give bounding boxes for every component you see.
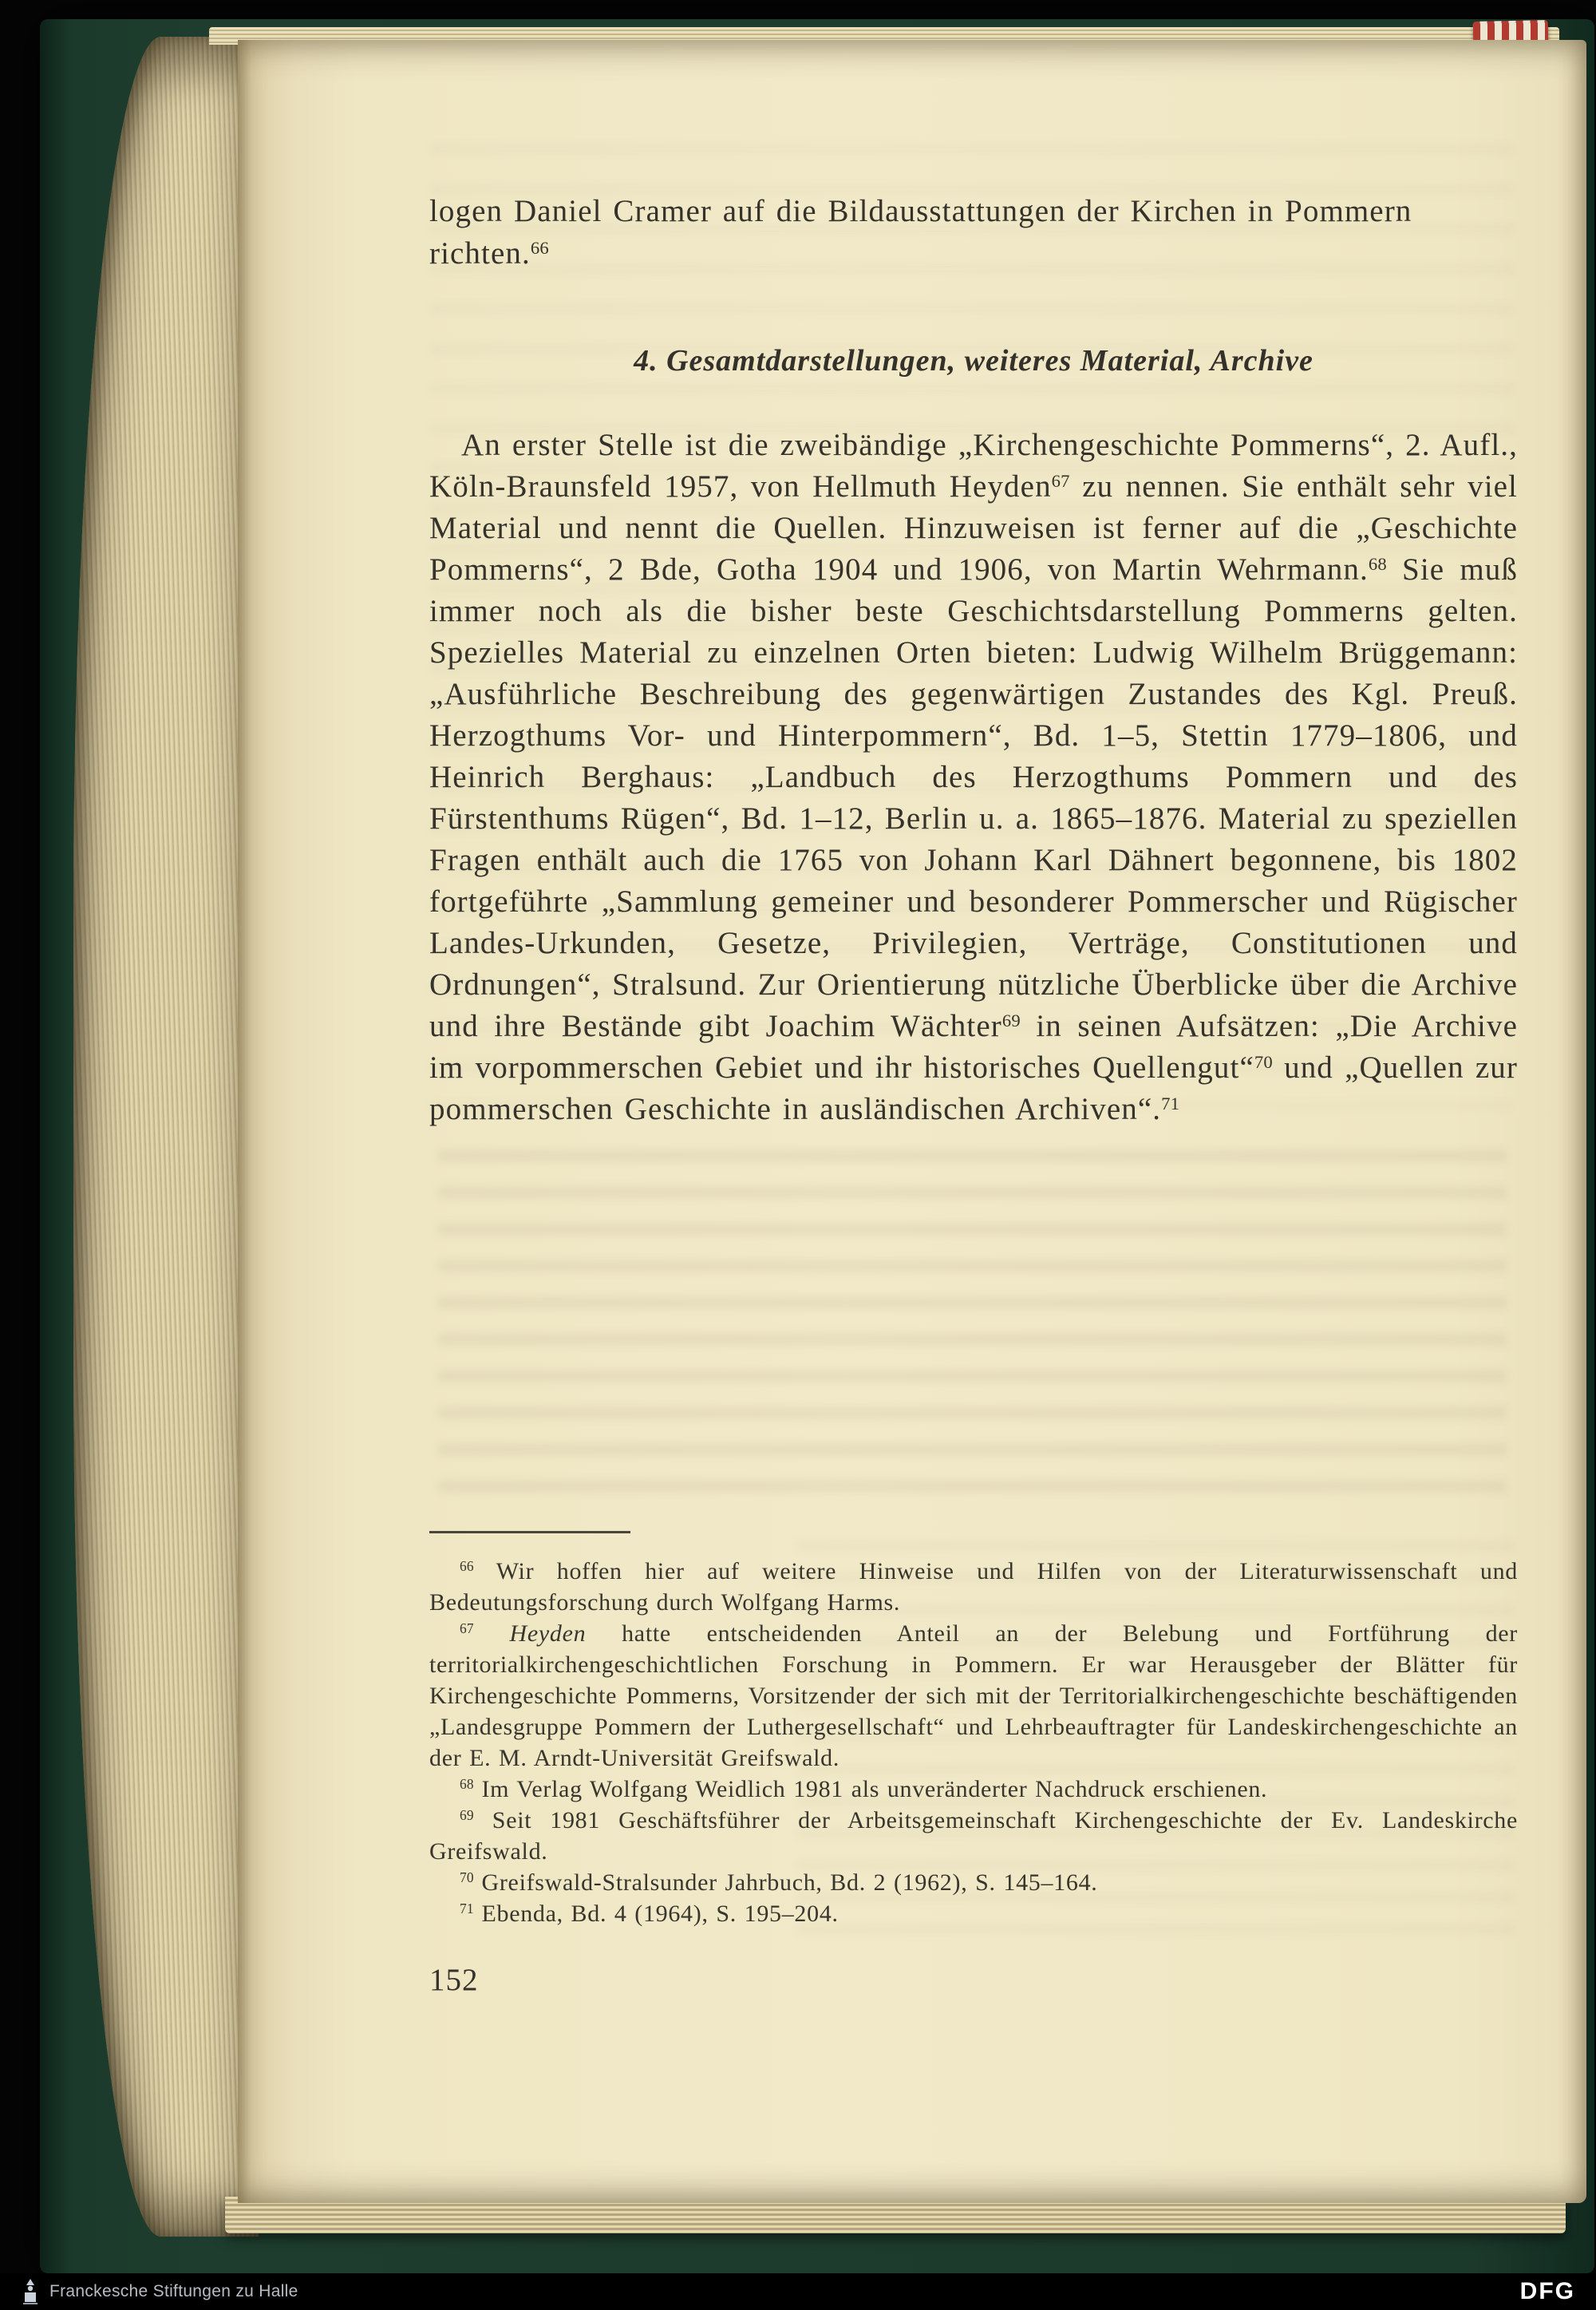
footnote: $^{68}$ Im Verlag Wolfgang Weidlich 1981 als unveränderter Nachdruck erschienen. (460, 1776, 1268, 1802)
footnote: $^{71}$ Ebenda, Bd. 4 (1964), S. 195–204. (460, 1901, 839, 1927)
footnote: $^{69}$ Seit 1981 Geschäftsführer der Arbeitsgemeinschaft Kirchengeschichte der Ev. Landeskirche Greifswald. (429, 1807, 1518, 1865)
main-text-block (429, 190, 1518, 1130)
dfg-logo: DFG (1519, 2278, 1575, 2304)
show-through-middle (437, 1149, 1507, 1493)
footnote-rule (429, 1531, 630, 1533)
footnote: $^{70}$ Greifswald-Stralsunder Jahrbuch, Bd. 2 (1962), S. 145–164. (460, 1869, 1098, 1896)
section-heading: 4. Gesamtdarstellungen, weiteres Material, Archive (634, 344, 1314, 378)
book-page (238, 40, 1586, 2203)
footer-left (21, 2278, 298, 2305)
body-paragraph: An erster Stelle ist die zweibändige „Kirchengeschichte Pommerns“, 2. Aufl., Köln-Braunsfeld 1957, von Hellmuth Heyden$^{67}$ zu nennen. Sie enthält sehr viel Material und nennt die Quellen. Hinzuweisen ist ferner auf die „Geschichte Pommerns“, 2 Bde, Gotha 1904 und 1906, von Martin Wehrmann.$^{68}$ Sie muß immer noch als die bisher beste Geschichtsdarstellung Pommerns gelten. Spezielles Material zu einzelnen Orten bieten: Ludwig Wilhelm Brüggemann: „Ausführliche Beschreibung des gegenwärtigen Zustandes des Kgl. Preuß. Herzogthums Vor- und Hinterpommern“, Bd. 1–5, Stettin 1779–1806, und Heinrich Berghaus: „Landbuch des Herzogthums Pommern und des Fürstenthums Rügen“, Bd. 1–12, Berlin u. a. 1865–1876. Material zu speziellen Fragen enthält auch die 1765 von Johann Karl Dähnert begonnene, bis 1802 fortgeführte „Sammlung gemeiner und besonderer Pommerscher und Rügischer Landes-Urkunden, Gesetze, Privilegien, Verträge, Constitutionen und Ordnungen“, Stralsund. Zur Orientierung nützliche Überblicke über die Archive und ihre Bestände gibt Joachim Wächter$^{69}$ in seinen Aufsätzen: „Die Archive im vorpommerschen Gebiet und ihr historisches Quellengut“$^{70}$ und „Quellen zur pommerschen Geschichte in ausländischen Archiven“.$^{71}$ (429, 428, 1518, 1126)
franckesche-stiftungen-logo (21, 2278, 40, 2305)
page-edges-left (73, 37, 259, 2237)
page-number: 152 (429, 1963, 479, 1997)
footnotes (429, 1556, 1518, 1929)
footnote-section (429, 1531, 1518, 1929)
footnote: $^{66}$ Wir hoffen hier auf weitere Hinweise und Hilfen von der Literaturwissenschaft und Bedeutungsforschung durch Wolfgang Harms. (429, 1558, 1518, 1616)
carryover-paragraph: logen Daniel Cramer auf die Bildausstattungen der Kirchen in Pommern richten.$^{66}$ (429, 194, 1412, 271)
scan-footer-bar (0, 2273, 1596, 2310)
footnote: $^{67}$ Heyden hatte entscheidenden Anteil an der Belebung und Fortführung der territorialkirchengeschichtlichen Forschung in Pommern. Er war Herausgeber der Blätter für Kirchengeschichte Pommerns, Vorsitzender der sich mit der Territorialkirchengeschichte beschäftigenden „Landesgruppe Pommern der Luthergesellschaft“ und Lehrbeauftragter für Landeskirchengeschichte an der E. M. Arndt-Universität Greifswald. (429, 1620, 1518, 1771)
institution-label: Franckesche Stiftungen zu Halle (49, 2282, 298, 2300)
